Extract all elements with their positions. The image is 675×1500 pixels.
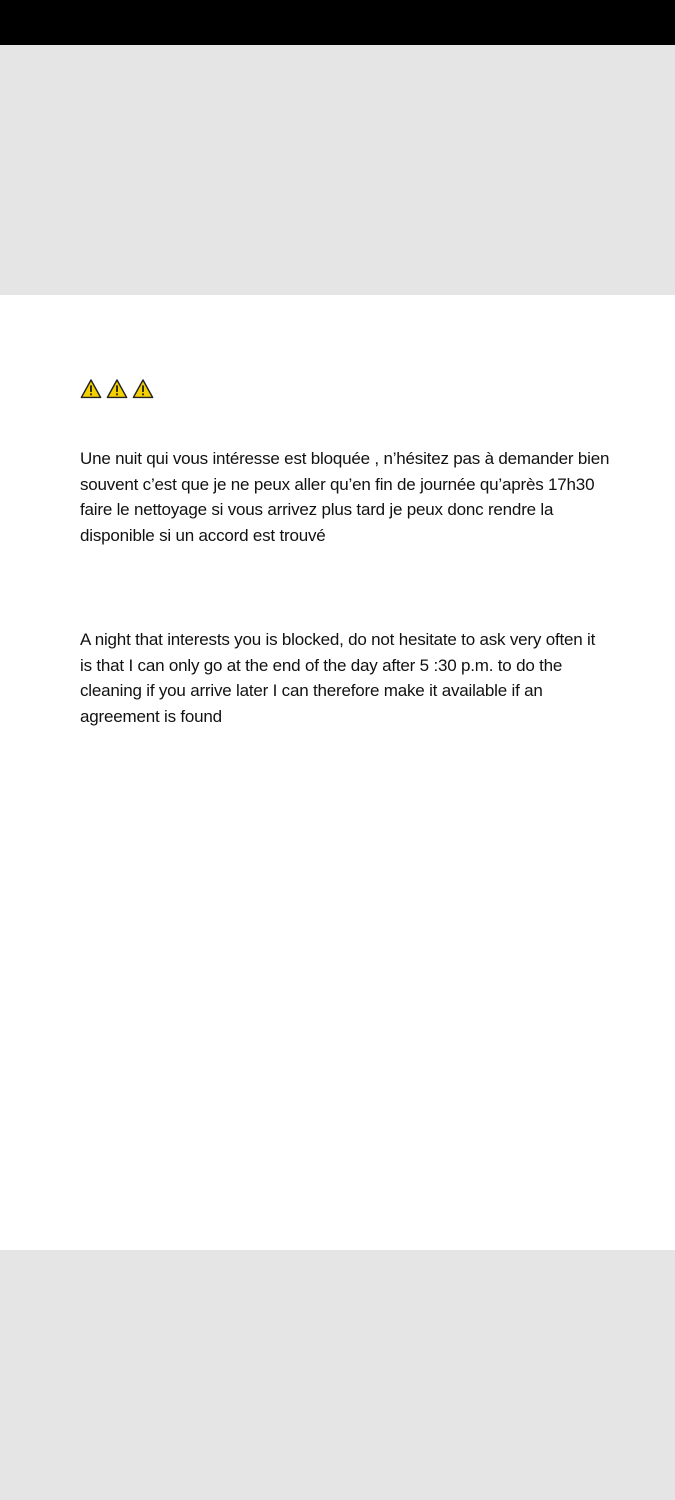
warning-icon [132, 378, 154, 400]
warning-icon [106, 378, 128, 400]
english-paragraph: A night that interests you is blocked, do not hesitate to ask very often it is that I can only go at the end of the day after 5 :30 p.m. to do the cleaning if you arrive later I can therefore make it available if an agreement is found [80, 630, 596, 727]
document-page [0, 295, 675, 1250]
top-gray-margin [0, 45, 675, 295]
warning-icon [80, 378, 102, 400]
bottom-gray-margin [0, 1250, 675, 1500]
status-bar [0, 0, 675, 45]
warning-icons-row [80, 378, 154, 400]
french-paragraph: Une nuit qui vous intéresse est bloquée , n’hésitez pas à demander bien souvent c’est que je ne peux aller qu’en fin de journée qu’après 17h30 faire le nettoyage si vous arrivez plus tard je peux donc rendre la disponible si un accord est trouvé [80, 449, 610, 546]
